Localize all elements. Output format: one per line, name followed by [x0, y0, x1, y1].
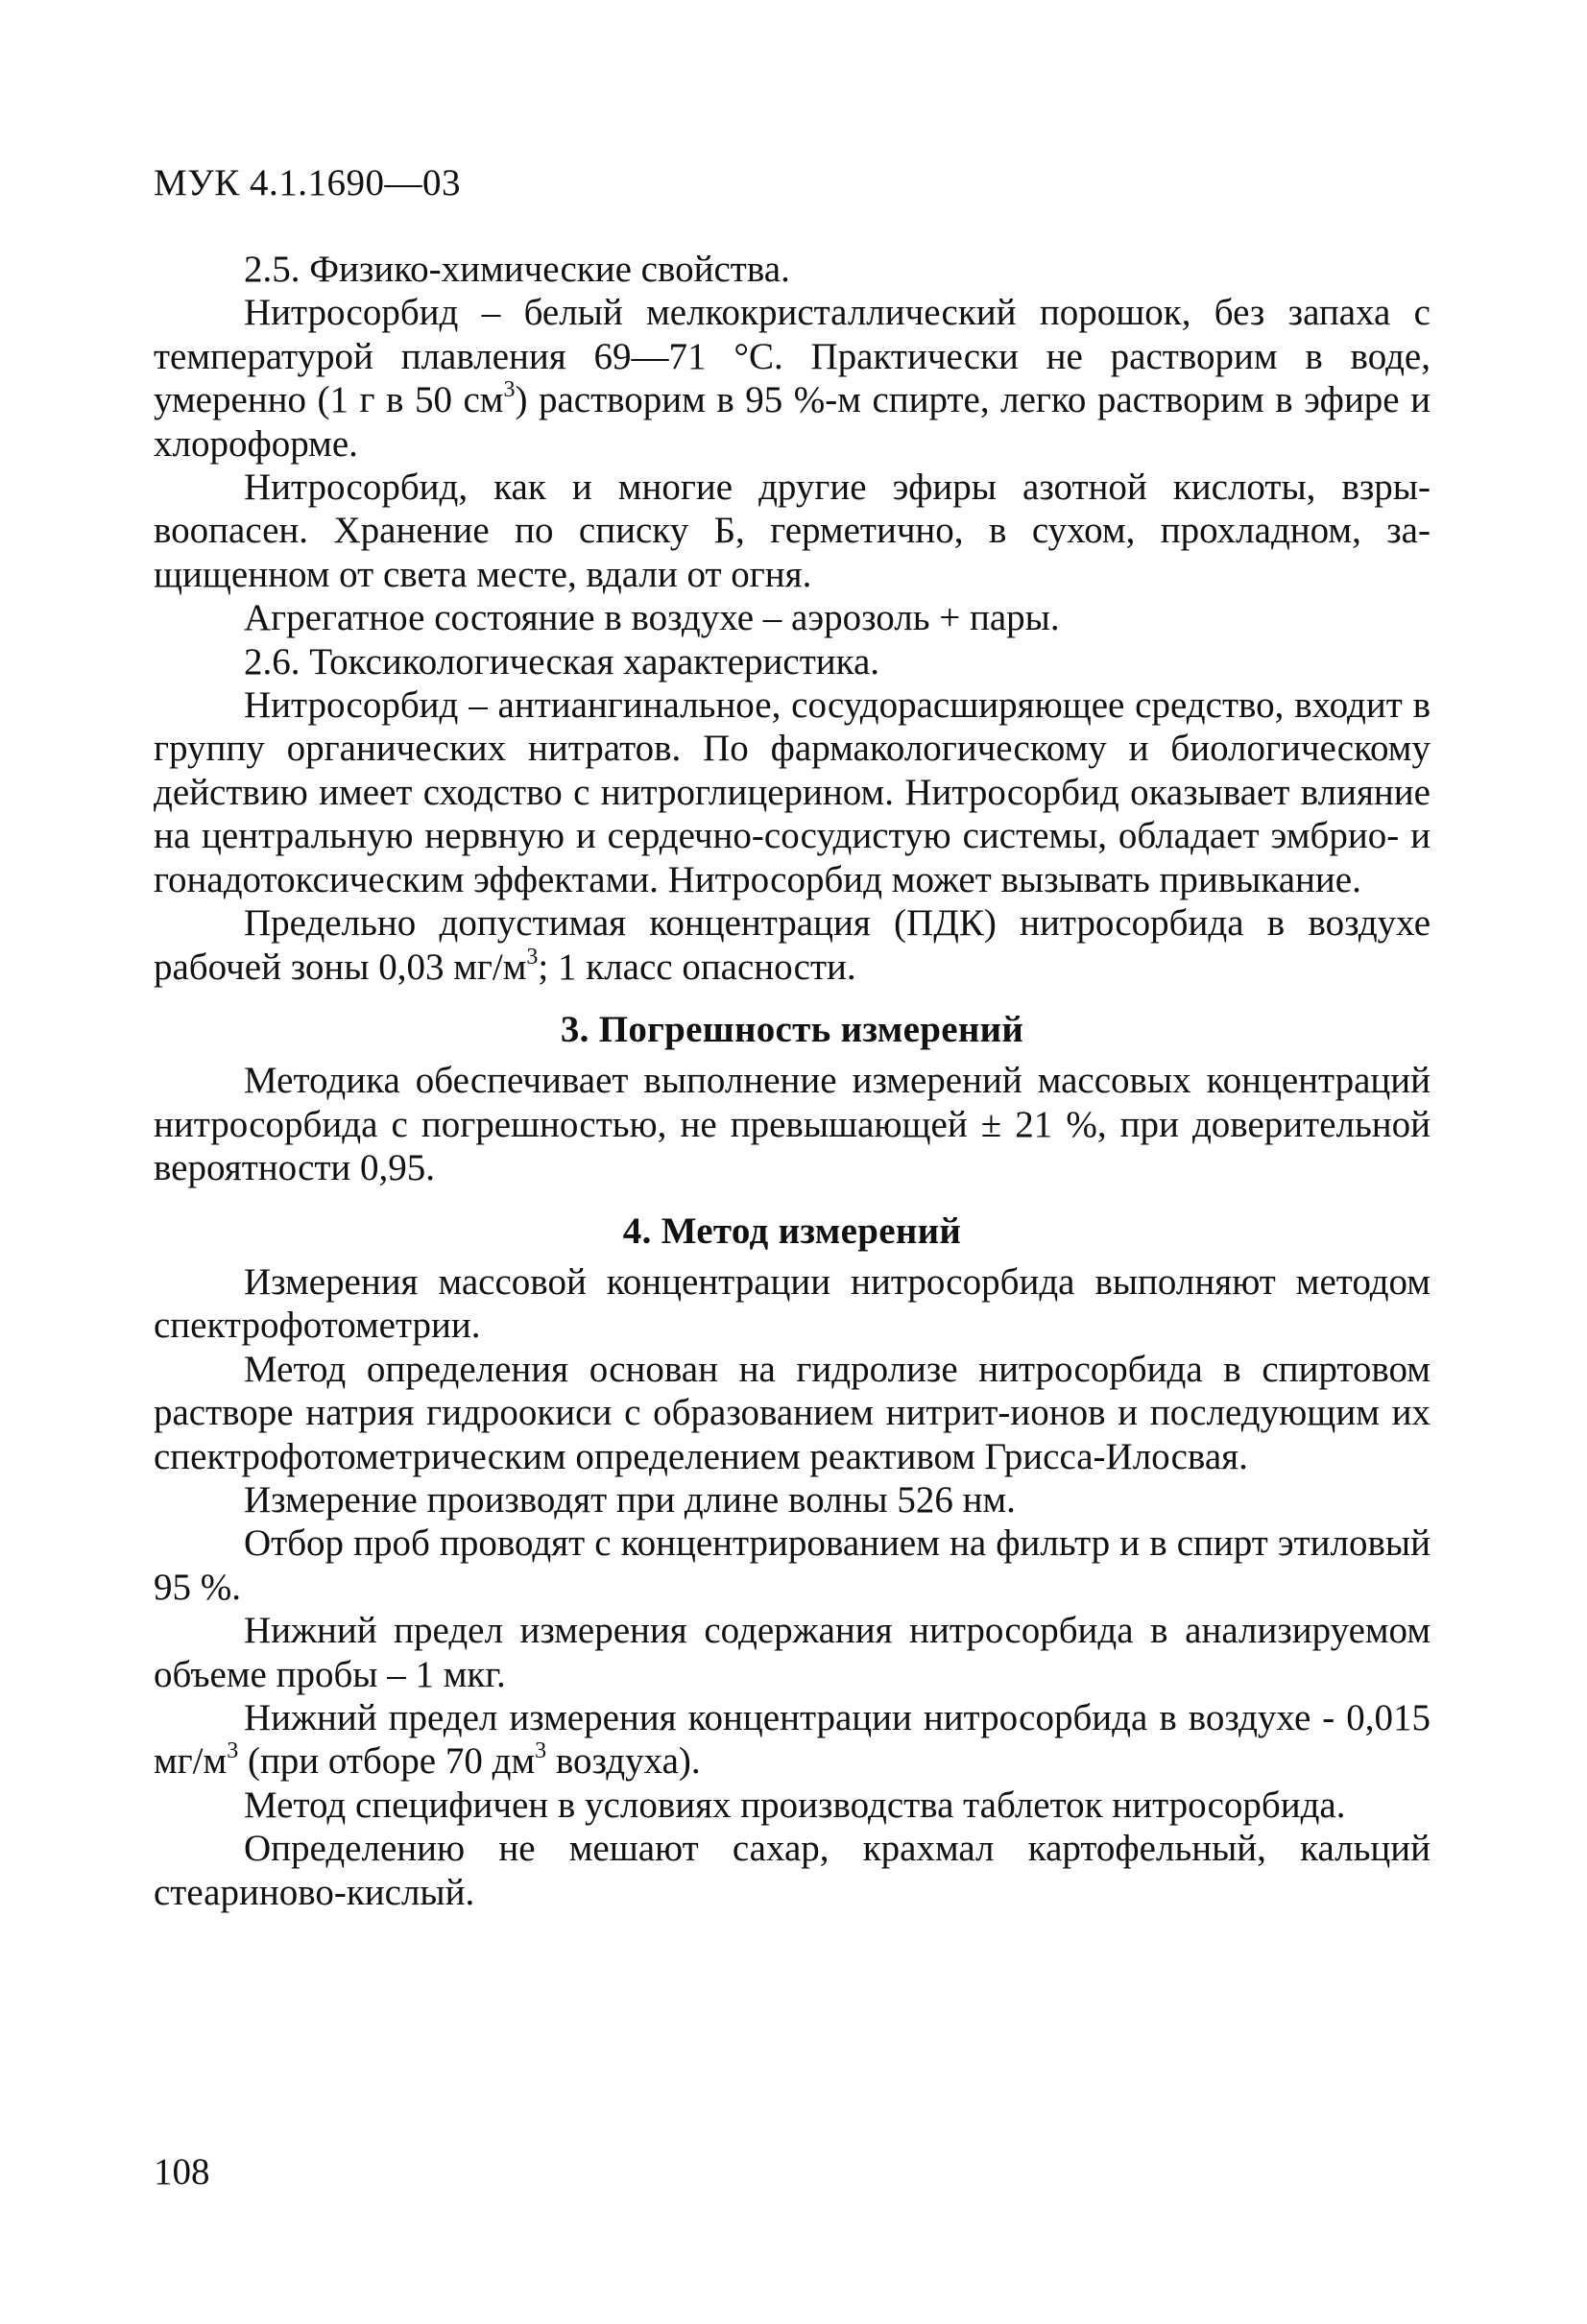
paragraph-lower-limit-conc: [154, 1696, 1431, 1784]
document-code: МУК 4.1.1690—03: [154, 162, 462, 204]
text: Предельно допустимая концентрация (ПДК) нитросорбида в воздухе рабочей зоны 0,03 мг/м: [154, 902, 1431, 988]
paragraph-toxicology: Нитросорбид – антиангинальное, сосудорасширяющее средство, входит в группу органических нитратов. По фармакологическому и биологическому действию имеет сходство с нитроглицерином. Нитросорбид оказывает влияние на центральную нервную и сердечно-сосудистую системы, обладает эмбрио- и гонадотоксическим эффектами. Нитросорбид может вызывать привыкание.: [154, 684, 1431, 900]
paragraph-interference: Определению не мешают сахар, крахмал картофельный, кальций стеариново-кислый.: [154, 1828, 1431, 1913]
document-body: [154, 248, 1431, 1914]
text: Нитросорбид – белый мелкокристаллический порошок, без запаха с температурой плавления 69—71 °С. Практически не растворим в воде, умеренно (1 г в 50 см: [154, 292, 1431, 421]
paragraph-aggregate-state: Агрегатное состояние в воздухе – аэрозоль + пары.: [244, 597, 1060, 639]
superscript: 3: [227, 1738, 239, 1764]
text: воздуха).: [546, 1740, 701, 1783]
text: (при отборе 70 дм: [238, 1740, 536, 1783]
paragraph-error: Методика обеспечивает выполнение измерений массовых концентраций нитросорбида с погрешностью, не превышающей ± 21 %, при доверительной вероятности 0,95.: [154, 1060, 1431, 1189]
paragraph-sampling: Отбор проб проводят с концентрированием на фильтр и в спирт этиловый 95 %.: [154, 1522, 1431, 1608]
superscript: 3: [535, 1738, 547, 1764]
paragraph-explosive-storage: Нитросорбид, как и многие другие эфиры азотной кислоты, взрывоопасен. Хранение по списку Б, герметично, в сухом, прохладном, защищенном от света месте, вдали от огня.: [154, 467, 1431, 595]
text: ; 1 класс опасности.: [538, 946, 856, 988]
paragraph-wavelength: Измерение производят при длине волны 526 нм.: [244, 1478, 1016, 1521]
paragraph-mac: [154, 901, 1431, 989]
superscript: 3: [503, 377, 516, 403]
paragraph-lower-limit-mass: Нижний предел измерения содержания нитросорбида в анализируемом объеме пробы – 1 мкг.: [154, 1610, 1431, 1695]
document-page: [154, 0, 1431, 2324]
subsection-heading-2-5: 2.5. Физико-химические свойства.: [244, 249, 790, 290]
section-heading-3: 3. Погрешность измерений: [560, 1008, 1024, 1050]
paragraph-physical-properties: [154, 291, 1431, 466]
page-number: 108: [154, 2151, 210, 2192]
section-heading-4: 4. Метод измерений: [622, 1210, 962, 1252]
paragraph-method-2: Метод определения основан на гидролизе нитросорбида в спиртовом растворе натрия гидроокиси с образованием нитрит-ионов и последующим их спектрофотометрическим определением реактивом Грисса-Илосвая.: [154, 1348, 1431, 1477]
paragraph-method-1: Измерения массовой концентрации нитросорбида выполняют методом спектрофотометрии.: [154, 1260, 1431, 1347]
text: ) растворим в 95 %-м спирте, легко растворим в эфире и хлороформе.: [154, 379, 1431, 465]
superscript: 3: [526, 944, 539, 970]
text: Нижний предел измерения концентрации нитросорбида в воздухе - 0,015 мг/м: [154, 1697, 1431, 1783]
subsection-heading-2-6: 2.6. Токсикологическая характеристика.: [244, 640, 880, 683]
paragraph-specificity: Метод специфичен в условиях производства таблеток нитросорбида.: [244, 1784, 1346, 1826]
